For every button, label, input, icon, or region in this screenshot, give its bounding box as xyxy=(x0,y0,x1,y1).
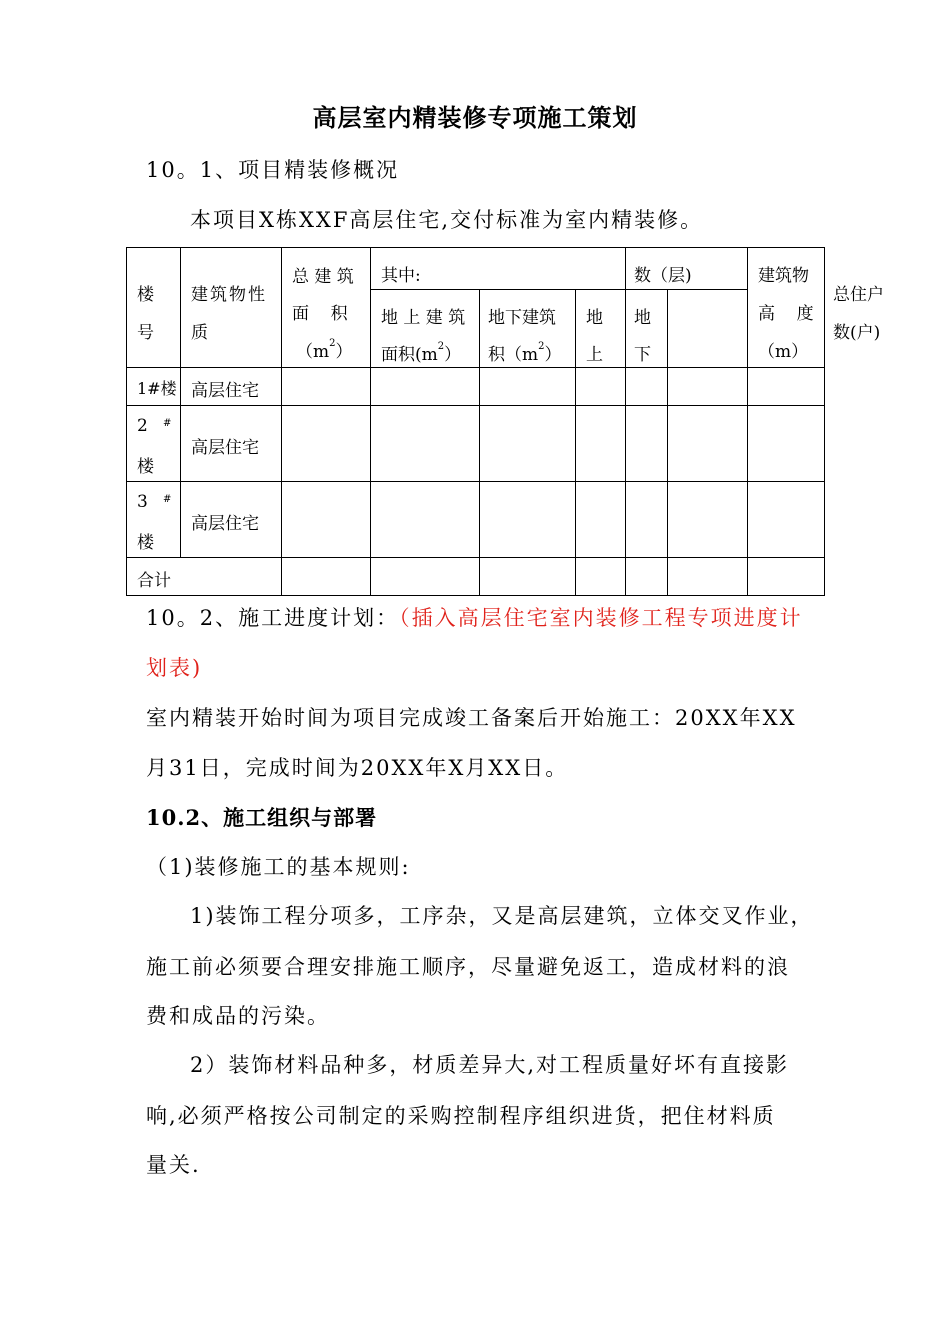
table-cell xyxy=(668,482,748,558)
header-text: 地 xyxy=(586,308,603,328)
table-cell xyxy=(480,406,576,482)
cell-text: 高层住宅 xyxy=(191,438,259,458)
header-text-part: 积（m xyxy=(488,345,539,365)
paragraph-line: 2）装饰材料品种多，材质差异大,对工程质量好坏有直接影 xyxy=(190,1053,790,1077)
table-cell xyxy=(282,558,371,596)
superscript: 2 xyxy=(329,338,336,350)
header-text: 数（层) xyxy=(634,266,692,286)
header-total-area xyxy=(282,248,371,368)
header-text: 地下建筑 xyxy=(488,308,556,328)
table-row-total xyxy=(127,558,825,596)
insert-note-continued: 划表) xyxy=(146,656,203,680)
header-text-part: （m xyxy=(296,342,330,362)
paragraph-line: 施工前必须要合理安排施工顺序，尽量避免返工，造成材料的浪 xyxy=(146,955,790,979)
table-cell xyxy=(626,368,668,406)
building-overview-table xyxy=(126,247,885,596)
header-building-nature xyxy=(181,248,282,368)
cell-text: 合计 xyxy=(137,571,171,591)
section-heading-schedule xyxy=(146,604,803,632)
header-text-part: ） xyxy=(544,345,562,365)
table-cell xyxy=(480,368,576,406)
header-text: 其中: xyxy=(381,266,421,286)
subheading-rules: （1)装修施工的基本规则: xyxy=(146,855,411,879)
header-of-which xyxy=(371,248,626,290)
header-building-no xyxy=(127,248,181,368)
header-text: 上 xyxy=(586,345,603,365)
cell-text: # xyxy=(163,494,172,505)
header-text: 总住户 xyxy=(833,285,885,305)
cell-text: 高层住宅 xyxy=(191,381,259,401)
cell-building xyxy=(127,482,181,558)
table-cell xyxy=(748,406,825,482)
header-below-ground-area xyxy=(480,290,576,368)
header-text-part: ） xyxy=(335,342,353,362)
table-cell xyxy=(668,406,748,482)
cell-text: 1#楼 xyxy=(137,379,177,398)
header-text-part: ） xyxy=(444,345,462,365)
cell-text: 2 xyxy=(137,416,148,436)
schedule-paragraph-line: 室内精装开始时间为项目完成竣工备案后开始施工：20XX年XX xyxy=(146,706,797,730)
header-floors xyxy=(626,248,748,290)
cell-total-label xyxy=(127,558,282,596)
header-text xyxy=(488,340,562,365)
table-cell xyxy=(626,558,668,596)
header-text xyxy=(381,340,461,365)
paragraph-line: 响,必须严格按公司制定的采购控制程序组织进货，把住材料质 xyxy=(146,1104,776,1128)
table-cell xyxy=(748,558,825,596)
paragraph-line: 1)装饰工程分项多，工序杂，又是高层建筑，立体交叉作业， xyxy=(190,904,814,928)
insert-note: （插入高层住宅室内装修工程专项进度计 xyxy=(399,606,803,630)
header-text: 高 度 xyxy=(758,304,814,324)
page-title: 高层室内精装修专项施工策划 xyxy=(312,103,638,132)
table-cell xyxy=(371,482,480,558)
header-floors-above xyxy=(576,290,626,368)
table-cell xyxy=(480,558,576,596)
cell-text: 楼 xyxy=(137,533,154,553)
schedule-paragraph-line: 月31日，完成时间为20XX年X月XX日。 xyxy=(146,756,569,780)
table-cell xyxy=(576,558,626,596)
header-text: 数(户) xyxy=(833,323,881,343)
cell-text: # xyxy=(163,418,172,429)
table-cell xyxy=(282,368,371,406)
header-text: 建筑物性 xyxy=(191,285,267,305)
table-cell xyxy=(371,558,480,596)
table-row xyxy=(127,368,825,406)
table-cell xyxy=(282,406,371,482)
table-cell xyxy=(748,482,825,558)
superscript: 2 xyxy=(437,341,445,353)
cell-text: 楼 xyxy=(137,457,154,477)
table-cell xyxy=(371,368,480,406)
table-cell xyxy=(668,558,748,596)
paragraph-line: 量关. xyxy=(146,1153,201,1177)
header-text: 总 建 筑 xyxy=(292,267,354,287)
table-cell xyxy=(576,406,626,482)
header-text: 楼 xyxy=(137,285,154,305)
header-text: 号 xyxy=(137,323,154,343)
section-heading-overview: 10。1、项目精装修概况 xyxy=(146,158,400,182)
section-heading-organization: 10.2、施工组织与部署 xyxy=(146,805,378,830)
table-cell xyxy=(480,482,576,558)
table-cell xyxy=(576,482,626,558)
cell-text: 3 xyxy=(137,492,148,512)
table-row xyxy=(127,406,825,482)
header-building-height xyxy=(748,248,825,368)
superscript: 2 xyxy=(538,341,545,353)
table-cell xyxy=(282,482,371,558)
cell-nature xyxy=(181,368,282,406)
cell-building xyxy=(127,406,181,482)
cell-nature xyxy=(181,482,282,558)
header-text: 质 xyxy=(191,323,208,343)
header-text: 建筑物 xyxy=(758,266,810,286)
header-text: 地 上 建 筑 xyxy=(381,308,466,328)
table-cell xyxy=(668,368,748,406)
header-floors-below xyxy=(626,290,668,368)
table-cell xyxy=(626,406,668,482)
cell-building xyxy=(127,368,181,406)
cell-nature xyxy=(181,406,282,482)
table-cell xyxy=(748,368,825,406)
header-text: 下 xyxy=(634,345,652,365)
table-cell xyxy=(576,368,626,406)
table-cell xyxy=(626,482,668,558)
header-text: 面 积 xyxy=(292,304,348,324)
cell-text: 高层住宅 xyxy=(191,514,259,534)
paragraph-line: 费和成品的污染。 xyxy=(146,1004,330,1028)
header-above-ground-area xyxy=(371,290,480,368)
table-row xyxy=(127,482,825,558)
header-text-part: 面积(m xyxy=(381,345,438,365)
heading-text: 10。2、施工进度计划： xyxy=(146,606,400,630)
table-cell xyxy=(371,406,480,482)
header-text xyxy=(296,337,353,362)
project-intro: 本项目X栋XXF高层住宅,交付标准为室内精装修。 xyxy=(190,208,704,232)
header-text: 地 xyxy=(634,308,652,328)
header-text: （m） xyxy=(758,342,809,362)
